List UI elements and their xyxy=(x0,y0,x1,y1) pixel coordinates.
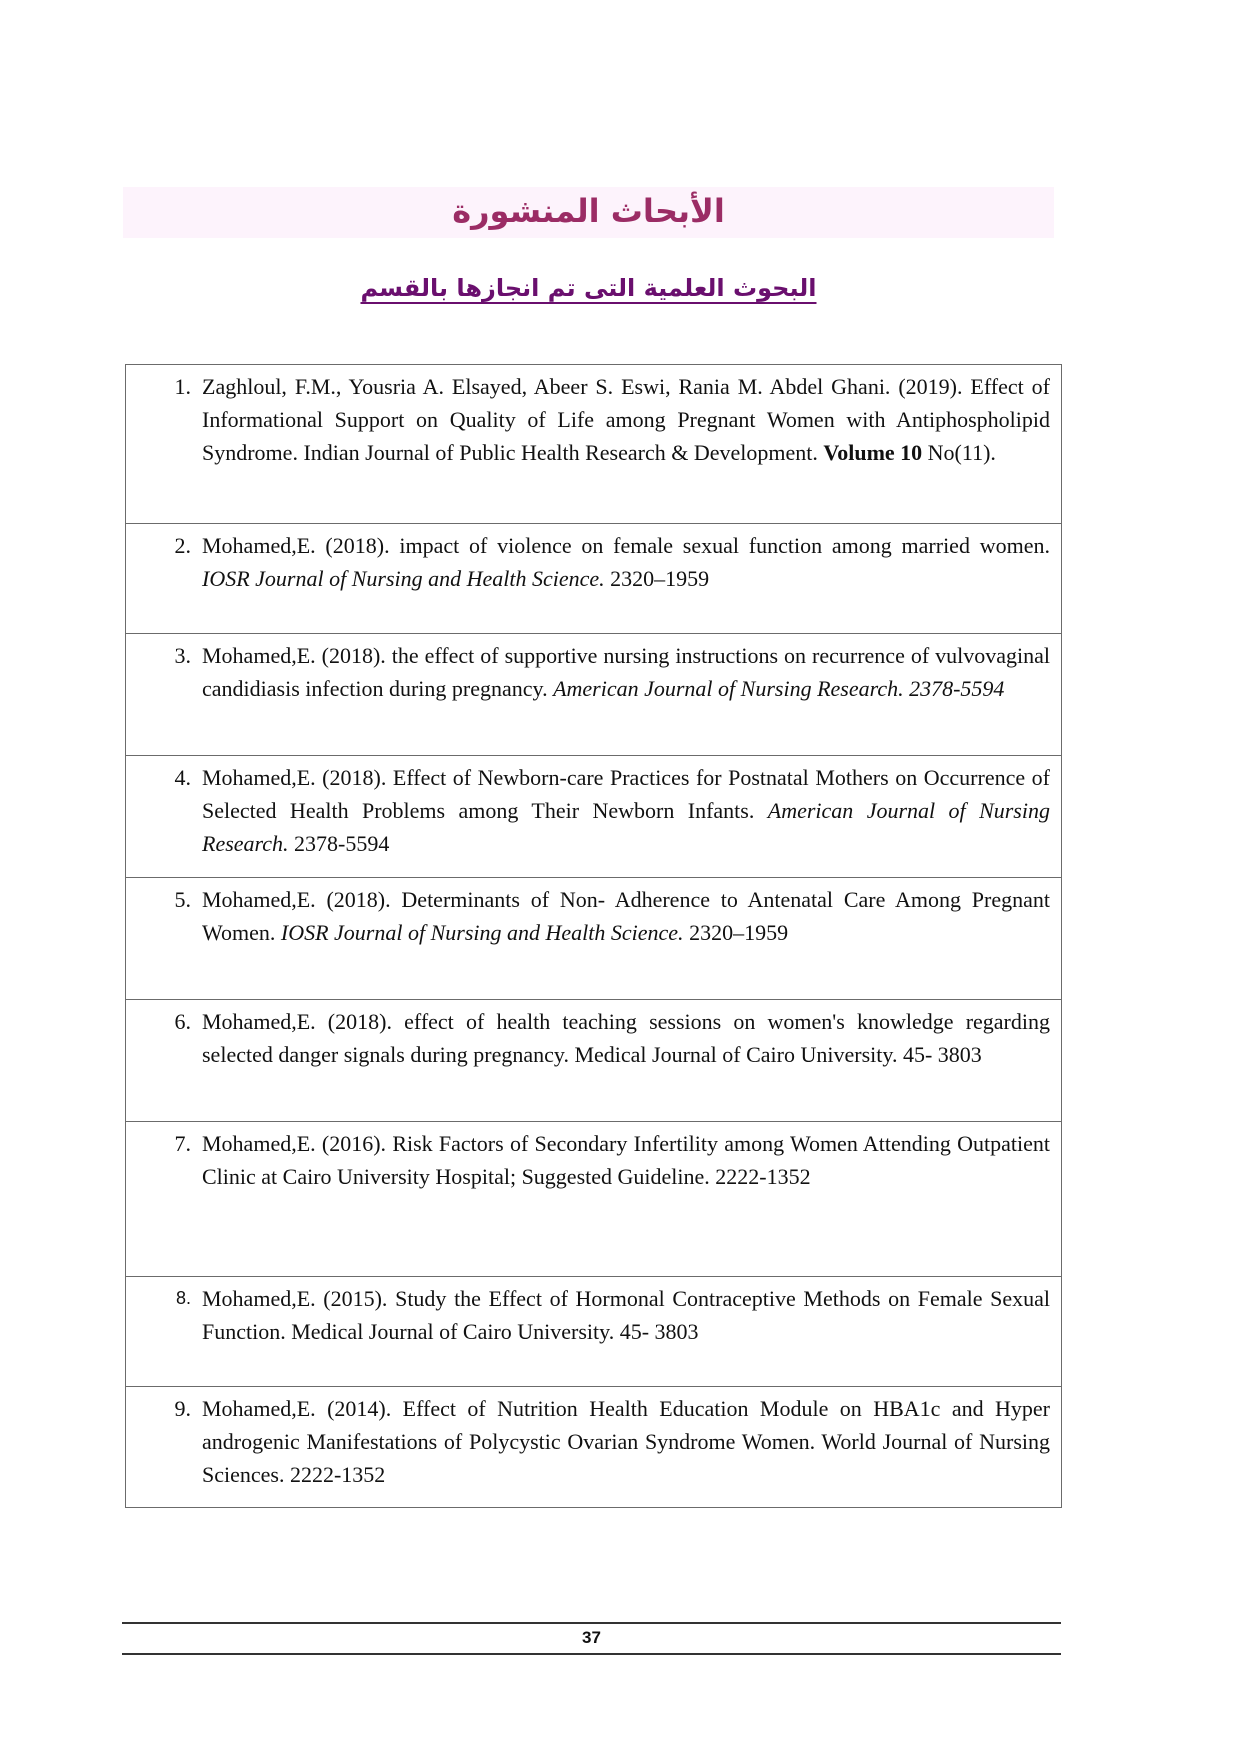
publication-number: 7. xyxy=(174,1131,191,1156)
table-row xyxy=(126,524,1062,634)
publication-number: 1. xyxy=(174,374,191,399)
section-subtitle: البحوث العلمية التى تم انجازها بالقسم xyxy=(360,274,817,302)
table-row xyxy=(126,1277,1062,1387)
table-row xyxy=(126,1122,1062,1277)
publication-cell xyxy=(126,878,1062,1000)
publication-cell xyxy=(126,1387,1062,1508)
citation-part: 2320–1959 xyxy=(683,920,789,945)
table-row xyxy=(126,756,1062,878)
table-row xyxy=(126,878,1062,1000)
publication-text xyxy=(202,1127,1050,1193)
publication-text xyxy=(202,370,1050,469)
citation-part: Mohamed,E. (2018). effect of health teaching sessions on women's knowledge regarding selected danger signals during pregnancy. Medical Journal of Cairo University. 45- 3803 xyxy=(202,1009,1050,1067)
publication-number: 9. xyxy=(174,1396,191,1421)
publication-text xyxy=(202,529,1050,595)
publication-number: 8. xyxy=(175,1288,191,1308)
citation-journal: American Journal of Nursing Research. xyxy=(202,798,1050,856)
publication-cell xyxy=(126,756,1062,878)
publication-number: 5. xyxy=(174,887,191,912)
publication-number: 2. xyxy=(174,533,191,558)
citation-journal: American Journal of Nursing Research. 2378-5594 xyxy=(553,676,1005,701)
table-row xyxy=(126,1000,1062,1122)
publication-text xyxy=(202,1005,1050,1071)
citation-part: Mohamed,E. (2018). the effect of supportive nursing instructions on recurrence of vulvovaginal candidiasis infection during pregnancy. xyxy=(202,643,1050,701)
publication-cell xyxy=(126,365,1062,524)
publication-number: 3. xyxy=(174,643,191,668)
citation-part: Mohamed,E. (2016). Risk Factors of Secondary Infertility among Women Attending Outpatient Clinic at Cairo University Hospital; Suggested Guideline. 2222-1352 xyxy=(202,1131,1050,1189)
publications-table xyxy=(125,364,1062,1508)
table-row xyxy=(126,634,1062,756)
table-row xyxy=(126,365,1062,524)
citation-part: Mohamed,E. (2015). Study the Effect of Hormonal Contraceptive Methods on Female Sexual Function. Medical Journal of Cairo University. 45- 3803 xyxy=(202,1286,1050,1344)
citation-part: No(11). xyxy=(922,440,996,465)
citation-volume: Volume 10 xyxy=(823,440,923,465)
page-title: الأبحاث المنشورة xyxy=(452,192,725,230)
citation-part: Mohamed,E. (2018). Determinants of Non- Adherence to Antenatal Care Among Pregnant Women. xyxy=(202,887,1050,945)
citation-part: 2378-5594 xyxy=(288,831,390,856)
citation-part: Mohamed,E. (2014). Effect of Nutrition Health Education Module on HBA1c and Hyper androgenic Manifestations of Polycystic Ovarian Syndrome Women. World Journal of Nursing Sciences. 2222-1352 xyxy=(202,1396,1050,1487)
citation-part: 2320–1959 xyxy=(604,566,710,591)
citation-part: Zaghloul, F.M., Yousria A. Elsayed, Abeer S. Eswi, Rania M. Abdel Ghani. (2019). Effect of Informational Support on Quality of Life among Pregnant Women with Antiphospholipid Syndrome. Indian Journal of Public Health Research & Development. xyxy=(202,374,1050,465)
publication-text xyxy=(202,761,1050,860)
citation-journal: IOSR Journal of Nursing and Health Science. xyxy=(280,920,684,945)
publication-cell xyxy=(126,634,1062,756)
footer-bottom-rule xyxy=(122,1653,1061,1655)
publication-cell xyxy=(126,1122,1062,1277)
publication-number: 6. xyxy=(174,1009,191,1034)
section-subtitle-wrap xyxy=(123,274,1054,302)
publication-text xyxy=(202,883,1050,949)
publication-text xyxy=(202,639,1050,705)
citation-part: Mohamed,E. (2018). impact of violence on female sexual function among married women. xyxy=(202,533,1050,558)
publication-cell xyxy=(126,1277,1062,1387)
publication-number: 4. xyxy=(174,765,191,790)
page-number: 37 xyxy=(582,1628,601,1647)
publication-text xyxy=(202,1282,1050,1348)
publication-cell xyxy=(126,1000,1062,1122)
citation-part: Mohamed,E. (2018). Effect of Newborn-care Practices for Postnatal Mothers on Occurrence of Selected Health Problems among Their Newborn Infants. xyxy=(202,765,1050,823)
table-row xyxy=(126,1387,1062,1508)
footer-top-rule xyxy=(122,1622,1061,1624)
publication-cell xyxy=(126,524,1062,634)
citation-journal: IOSR Journal of Nursing and Health Science. xyxy=(202,566,605,591)
publication-text xyxy=(202,1392,1050,1491)
